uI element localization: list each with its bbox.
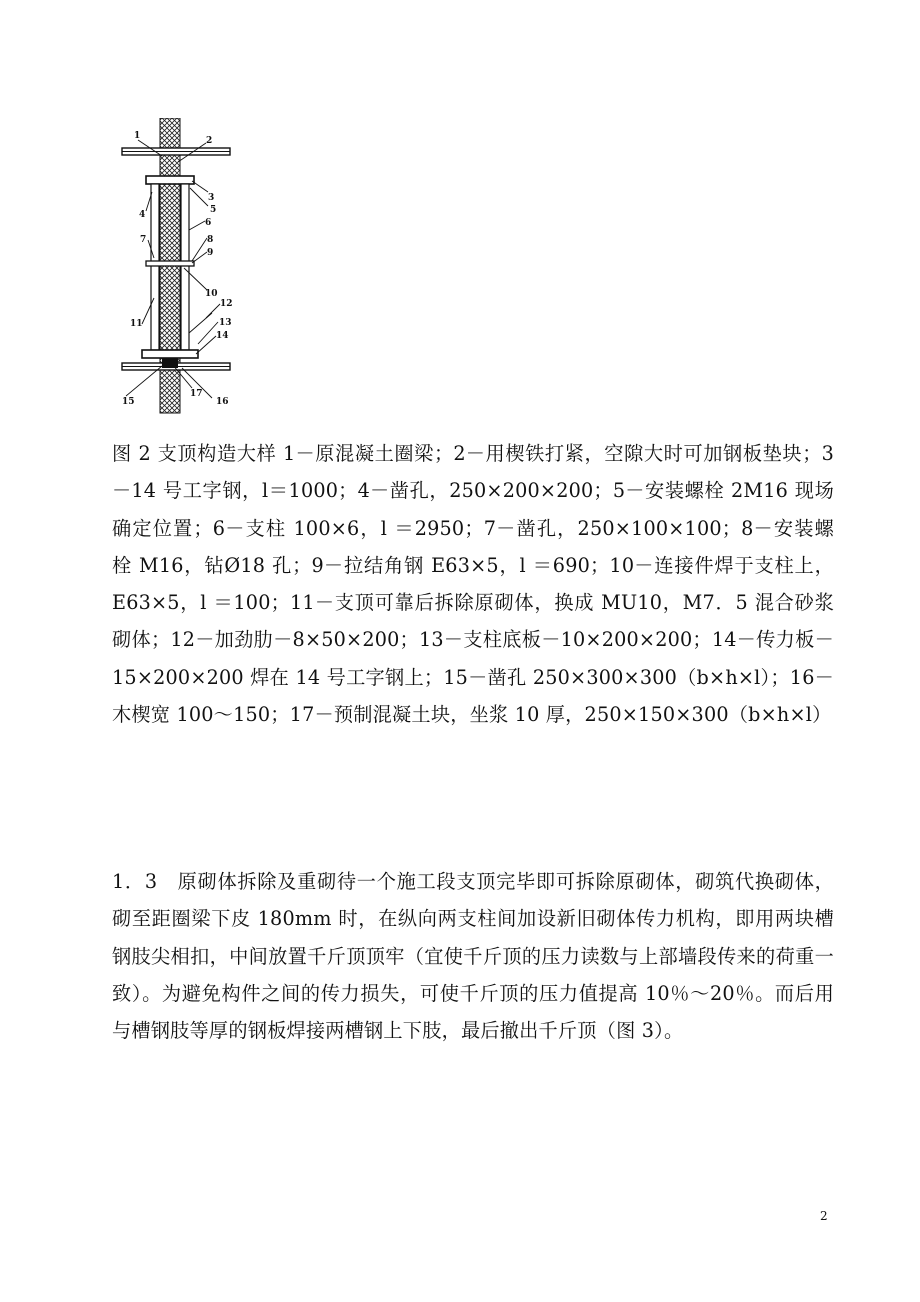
callout-8: 8: [207, 235, 214, 245]
callout-6: 6: [205, 218, 212, 228]
callout-13: 13: [219, 318, 232, 328]
callout-4: 4: [139, 210, 146, 220]
callout-14: 14: [216, 331, 229, 341]
figure-caption: 图 2 支顶构造大样 1－原混凝土圈梁；2－用楔铁打紧，空隙大时可加钢板垫块；3－14 号工字钢，l＝1000；4－凿孔，250×200×200；5－安装螺栓 2M16 现场确定位置；6－支柱 100×6，l ＝2950；7－凿孔，250×100×100；8－安装螺栓 M16，钻Ø18 孔；9－拉结角钢 E63×5，l ＝690；10－连接件焊于支柱上，E63×5，l ＝100；11－支顶可靠后拆除原砌体，换成 MU10，M7．5 混合砂浆砌体；12－加劲肋－8×50×200；13－支柱底板－10×200×200；14－传力板－15×200×200 焊在 14 号工字钢上；15－凿孔 250×300×300（b×h×l）；16－木楔宽 100～150；17－预制混凝土块，坐浆 10 厚，250×150×300（b×h×l）: [112, 442, 834, 727]
callout-5: 5: [210, 205, 217, 215]
base-plate: [142, 350, 198, 358]
callout-3: 3: [208, 193, 215, 203]
callout-17: 17: [190, 389, 203, 399]
callout-7: 7: [140, 235, 147, 245]
left-column: [151, 184, 159, 350]
precast-block: [162, 358, 178, 368]
tie-angle: [146, 261, 194, 266]
right-column: [181, 184, 189, 350]
body-paragraph: 1．3 原砌体拆除及重砌待一个施工段支顶完毕即可拆除原砌体，砌筑代换砌体，砌至距圈梁下皮 180mm 时，在纵向两支柱间加设新旧砌体传力机构，即用两块槽钢肢尖相扣，中间放置千斤顶顶牢（宜使千斤顶的压力读数与上部墙段传来的荷重一致）。为避免构件之间的传力损失，可使千斤顶的压力值提高 10％～20％。而后用与槽钢肢等厚的钢板焊接两槽钢上下肢，最后撤出千斤顶（图 3）。: [112, 870, 834, 1043]
callout-2: 2: [206, 136, 213, 146]
page-number: 2: [820, 1209, 828, 1223]
support-structure-diagram: [112, 118, 252, 418]
callout-16: 16: [216, 397, 229, 407]
callout-10: 10: [205, 289, 218, 299]
callout-15: 15: [122, 397, 135, 407]
callout-9: 9: [207, 248, 214, 258]
callout-11: 11: [130, 319, 143, 329]
callout-12: 12: [220, 299, 233, 309]
upper-i-beam: [146, 176, 194, 184]
callout-1: 1: [134, 131, 141, 141]
